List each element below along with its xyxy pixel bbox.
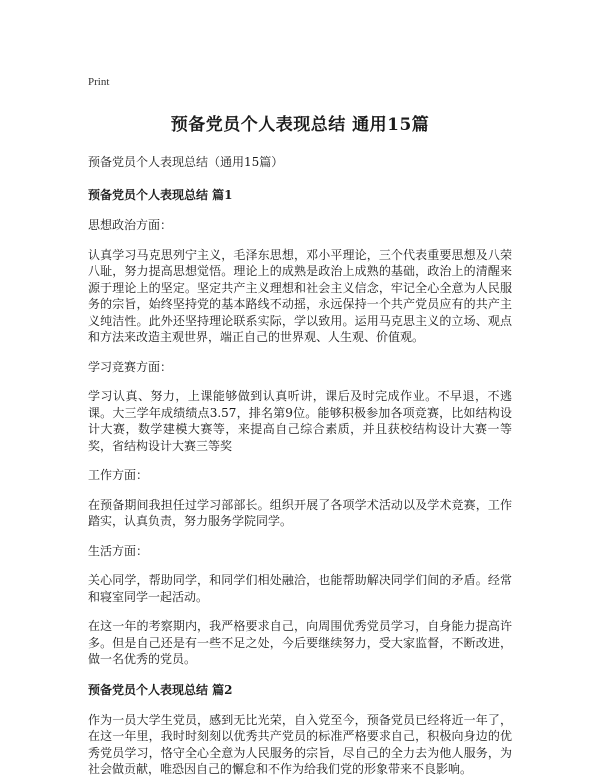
paragraph: 思想政治方面： [88, 218, 173, 232]
paragraph: 关心同学，帮助同学，和同学们相处融洽，也能帮助解决同学们间的矛盾。经常和寝室同学一起活动。 [88, 573, 512, 604]
paragraph: 生活方面： [88, 543, 149, 558]
document-title: 预备党员个人表现总结 通用15篇 [170, 115, 430, 135]
section-heading: 预备党员个人表现总结 篇1 [88, 188, 233, 202]
paragraph: 在这一年的考察期内，我严格要求自己，向周围优秀党员学习，自身能力提高许多。但是自己还是有一些不足之处，今后要继续努力，受大家监督，不断改进，做一名优秀的党员。 [88, 619, 512, 666]
section-2 [88, 681, 512, 778]
paragraph: 作为一员大学生党员，感到无比光荣，自入党至今，预备党员已经将近一年了，在这一年里，我时时刻刻以优秀共产党员的标准严格要求自己，积极向身边的优秀党员学习，恪守全心全意为人民服务的宗旨，尽自己的全力去为他人服务，为社会做贡献，唯恐因自己的懈怠和不作为给我们党的形象带来不良影响。 [88, 712, 512, 776]
print-link[interactable]: Print [88, 76, 110, 88]
section-1 [88, 186, 512, 668]
paragraph: 认真学习马克思列宁主义，毛泽东思想，邓小平理论，三个代表重要思想及八荣八耻，努力提高思想觉悟。理论上的成熟是政治上成熟的基础，政治上的清醒来源于理论上的坚定。坚定共产主义理想和社会主义信念，牢记全心全意为人民服务的宗旨，始终坚持党的基本路线不动摇，永远保持一个共产党员应有的共产主义纯洁性。此外还坚持理论联系实际，学以致用。运用马克思主义的立场、观点和方法来改造主观世界，端正自己的世界观、人生观、价值观。 [88, 247, 512, 344]
paragraph: 工作方面： [88, 468, 149, 482]
paragraph: 学习认真、努力，上课能够做到认真听讲，课后及时完成作业。不早退，不逃课。大三学年成绩绩点3.57，排名第9位。能够积极参加各项竞赛，比如结构设计大赛，数学建模大赛等，来提高自己综合素质，并且获校结构设计大赛一等奖，省结构设计大赛三等奖 [88, 389, 512, 453]
paragraph: 学习竞赛方面： [88, 359, 173, 374]
section-heading: 预备党员个人表现总结 篇2 [88, 682, 233, 697]
paragraph: 在预备期间我担任过学习部部长。组织开展了各项学术活动以及学术竞赛，工作踏实，认真负责，努力服务学院同学。 [88, 497, 512, 528]
document-subtitle: 预备党员个人表现总结（通用15篇） [88, 155, 284, 169]
